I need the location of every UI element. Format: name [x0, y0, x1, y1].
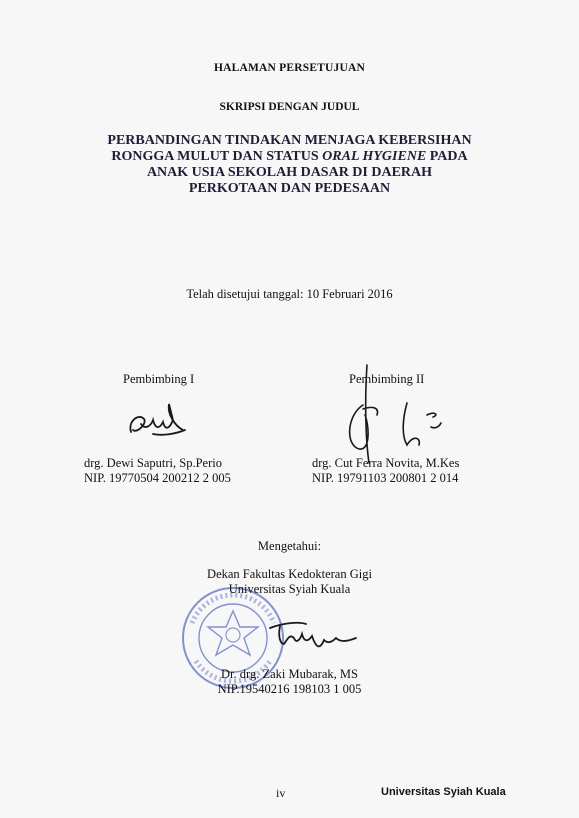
advisor-1-label: Pembimbing I [123, 372, 195, 386]
dean-details [0, 667, 579, 696]
advisor-2-label: Pembimbing II [349, 372, 425, 386]
advisor-2-signature-stroke [350, 365, 441, 463]
stamp-inner-ring [199, 604, 267, 672]
dean-block [0, 567, 579, 596]
advisor-2-details [312, 456, 459, 485]
dean-position: Dekan Fakultas Kedokteran Gigi [207, 567, 372, 581]
advisor-2-signature [335, 345, 455, 465]
advisor-1-name: drg. Dewi Saputri, Sp.Perio [84, 456, 222, 470]
thesis-heading: SKRIPSI DENGAN JUDUL [219, 101, 360, 113]
stamp-emblem-icon [208, 611, 258, 655]
advisor-1-details [84, 456, 231, 485]
footer-university: Universitas Syiah Kuala [381, 786, 506, 798]
title-italic-term: ORAL HYGIENE [322, 149, 427, 164]
title-line-2 [0, 149, 579, 165]
dean-signature [266, 614, 361, 654]
thesis-title [0, 133, 579, 197]
advisor-2-nip: NIP. 19791103 200801 2 014 [312, 470, 459, 485]
dean-name: Dr. drg. Zaki Mubarak, MS [221, 667, 358, 681]
title-line-2-prefix: RONGGA MULUT DAN STATUS [111, 149, 323, 164]
advisor-2-name: drg. Cut Ferra Novita, M.Kes [312, 456, 460, 470]
dean-institution: Universitas Syiah Kuala [228, 581, 351, 596]
advisor-1-signature-stroke [130, 404, 185, 435]
advisor-1-signature [123, 400, 193, 445]
dean-signature-stroke [270, 623, 356, 647]
acknowledgement-label: Mengetahui: [257, 539, 322, 553]
stamp-center-icon [226, 628, 240, 642]
title-line-4: PERKOTAAN DAN PEDESAAN [188, 181, 391, 196]
approval-date: Telah disetujui tanggal: 10 Februari 2016 [186, 287, 393, 301]
advisor-1-nip: NIP. 19770504 200212 2 005 [84, 470, 231, 485]
title-line-2-suffix: PADA [426, 149, 468, 164]
dean-nip: NIP.19540216 198103 1 005 [217, 681, 362, 696]
page-heading: HALAMAN PERSETUJUAN [213, 62, 366, 74]
page-number: iv [276, 786, 286, 800]
title-line-1: PERBANDINGAN TINDAKAN MENJAGA KEBERSIHAN [107, 133, 472, 148]
title-line-3: ANAK USIA SEKOLAH DASAR DI DAERAH [146, 165, 433, 180]
